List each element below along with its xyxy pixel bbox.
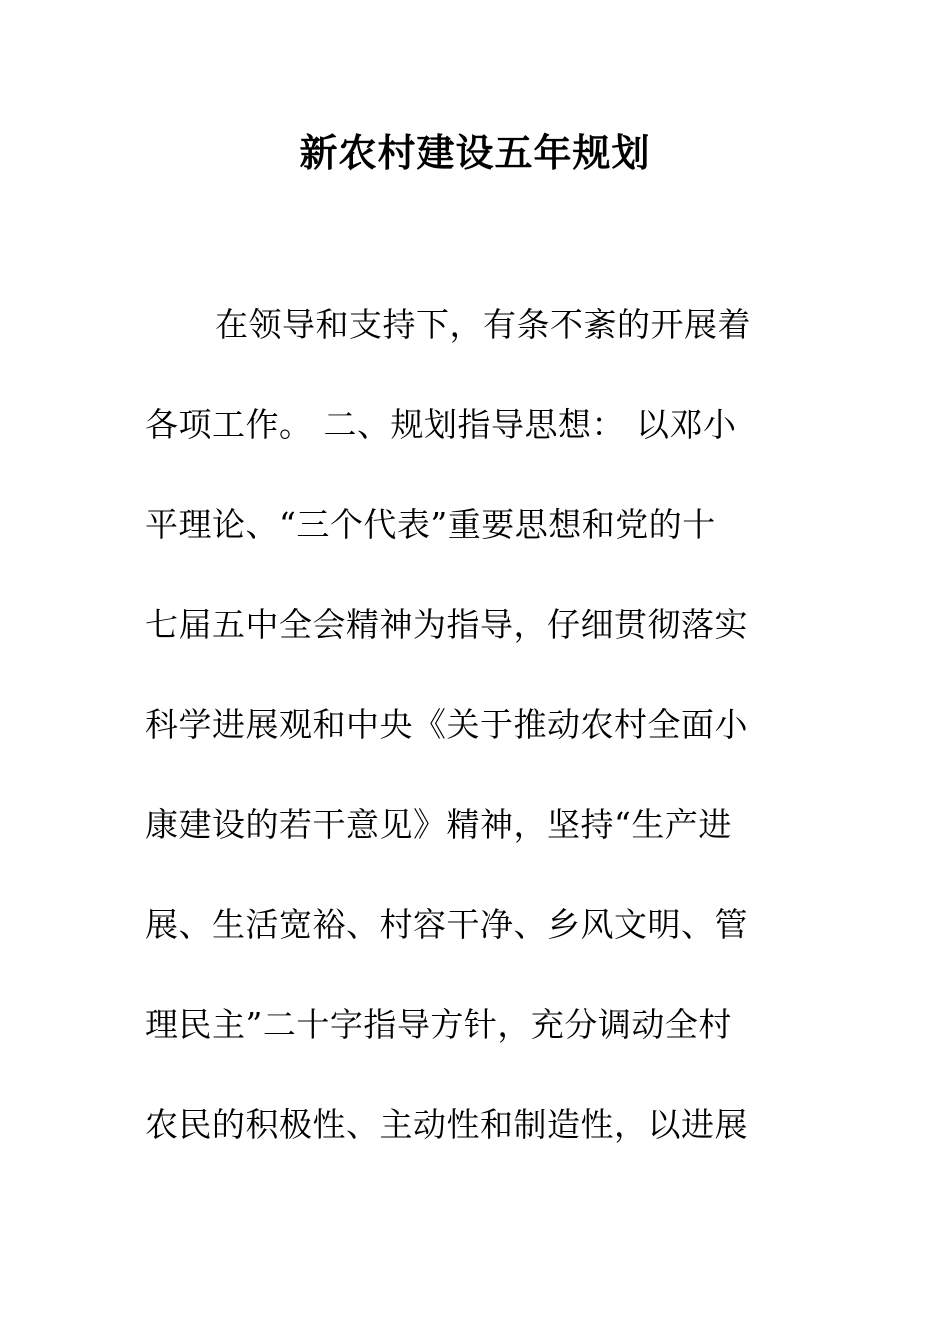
- text-line: 各项工作。 二、规划指导思想： 以邓小: [145, 405, 737, 444]
- text-line: 在领导和支持下，有条不紊的开展着: [215, 305, 751, 344]
- text-line: 科学进展观和中央《关于推动农村全面小: [145, 705, 748, 744]
- text-line: 农民的积极性、主动性和制造性，以进展: [145, 1105, 748, 1144]
- document-title: 新农村建设五年规划: [299, 130, 651, 175]
- text-line: 七届五中全会精神为指导，仔细贯彻落实: [145, 605, 748, 644]
- text-line: 平理论、“三个代表”重要思想和党的十: [145, 505, 716, 544]
- text-line: 展、生活宽裕、村容干净、乡风文明、管: [145, 905, 748, 944]
- body-paragraph: [145, 300, 785, 1200]
- text-line: 理民主”二十字指导方针，充分调动全村: [145, 1005, 732, 1044]
- text-line: 康建设的若干意见》精神，坚持“生产进: [145, 805, 732, 844]
